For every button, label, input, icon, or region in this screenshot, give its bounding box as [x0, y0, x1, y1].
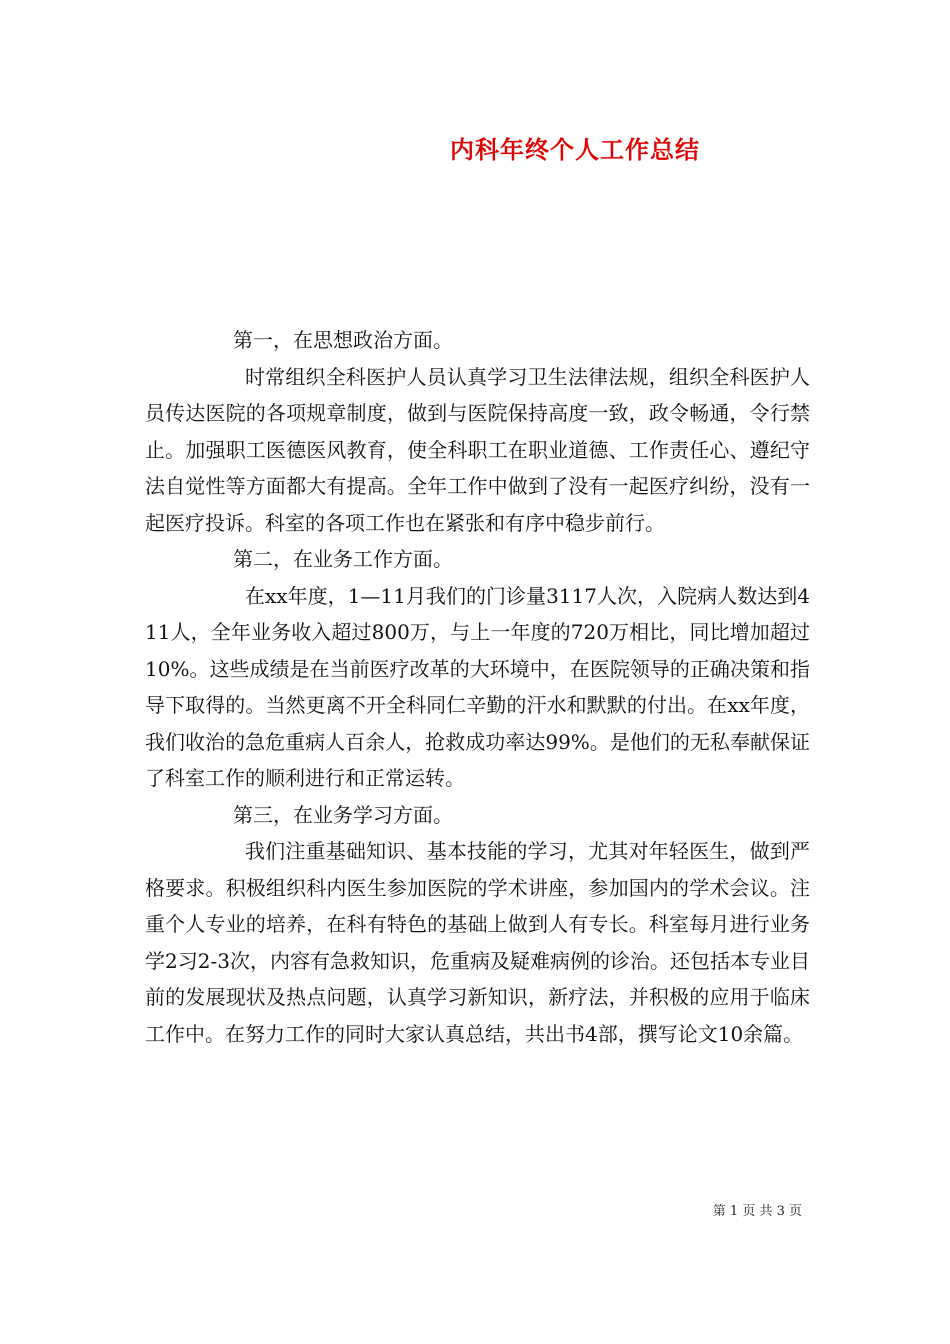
section-paragraph-1: 时常组织全科医护人员认真学习卫生法律法规，组织全科医护人员传达医院的各项规章制度，做到与医院保持高度一致，政令畅通，令行禁止。加强职工医德医风教育，使全科职工在职业道德、工作责任心、遵纪守法自觉性等方面都大有提高。全年工作中做到了没有一起医疗纠纷，没有一起医疗投诉。科室的各项工作也在紧张和有序中稳步前行。 — [145, 364, 810, 535]
section-paragraph-3: 我们注重基础知识、基本技能的学习，尤其对年轻医生，做到严格要求。积极组织科内医生参加医院的学术讲座，参加国内的学术会议。注重个人专业的培养，在科有特色的基础上做到人有专长。科室每月进行业务学2习2-3次，内容有急救知识，危重病及疑难病例的诊治。还包括本专业目前的发展现状及热点问题，认真学习新知识，新疗法，并积极的应用于临床工作中。在努力工作的同时大家认真总结，共出书4部，撰写论文10余篇。 — [145, 839, 810, 1046]
section-heading-3: 第三，在业务学习方面。 — [233, 802, 453, 827]
document-body — [145, 322, 810, 1052]
section-heading-1: 第一，在思想政治方面。 — [233, 328, 453, 352]
document-title — [0, 130, 950, 170]
page-number-footer: 第 1 页 共 3 页 — [712, 1204, 802, 1219]
section-heading-2: 第二，在业务工作方面。 — [233, 547, 453, 571]
title-text: 内科年终个人工作总结 — [450, 135, 700, 164]
section-paragraph-2: 在xx年度，1—11月我们的门诊量3117人次，入院病人数达到411人，全年业务收入超过800万，与上一年度的720万相比，同比增加超过10%。这些成绩是在当前医疗改革的大环境中，在医院领导的正确决策和指导下取得的。当然更离不开全科同仁辛勤的汗水和默默的付出。在xx年度，我们收治的急危重病人百余人，抢救成功率达99%。是他们的无私奉献保证了科室工作的顺利进行和正常运转。 — [145, 583, 810, 790]
